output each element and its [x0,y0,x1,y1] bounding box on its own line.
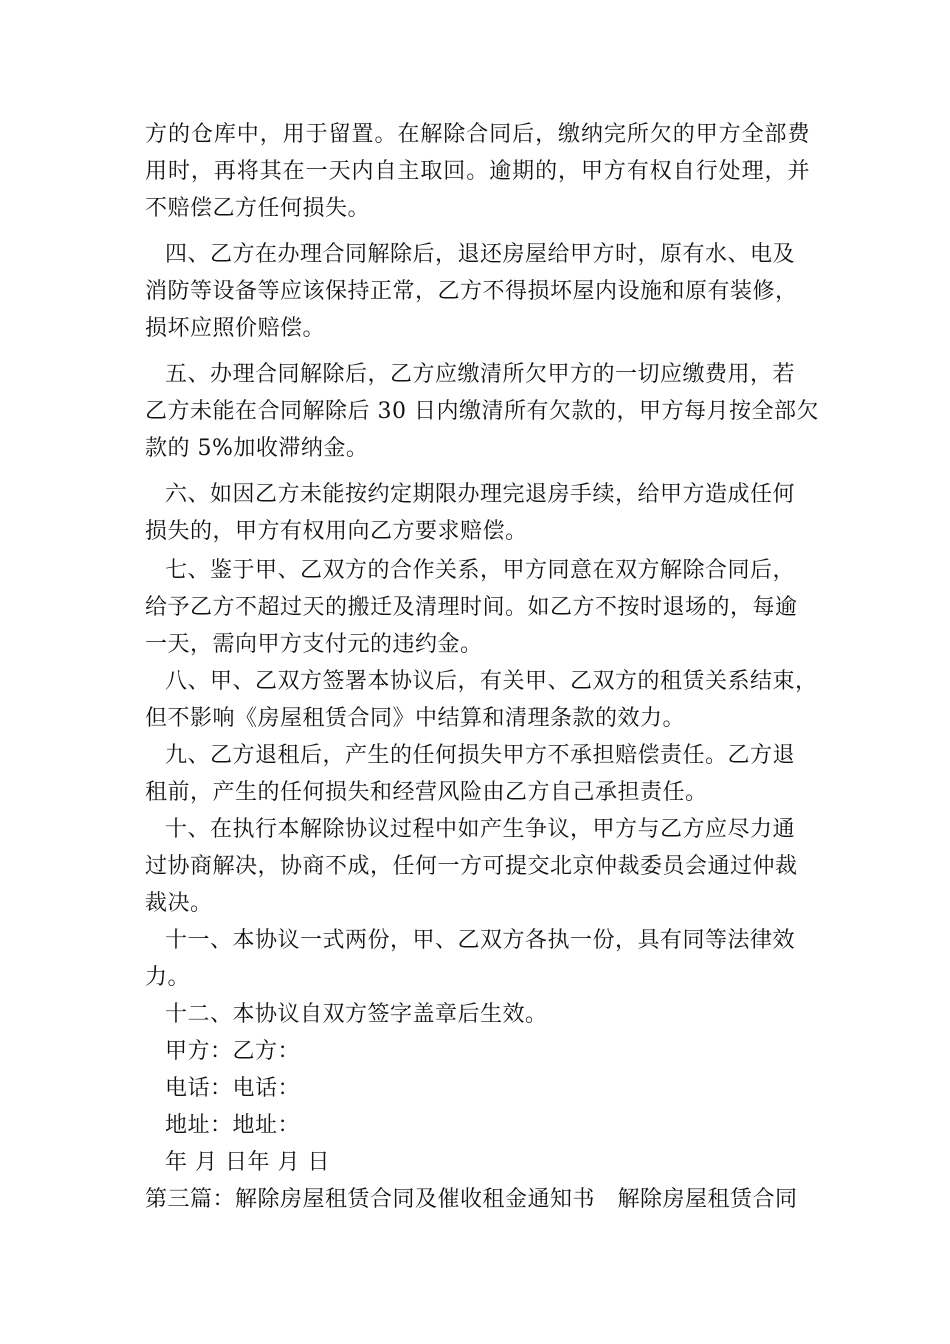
clause-11-line: 十一、本协议一式两份，甲、乙双方各执一份，具有同等法律效 [165,928,796,953]
section-heading: 第三篇：解除房屋租赁合同及催收租金通知书 解除房屋租赁合同 [145,1187,798,1212]
clause-9-line: 九、乙方退租后，产生的任何损失甲方不承担赔偿责任。乙方退 [165,743,796,768]
text-line: 但不影响《房屋租赁合同》中结算和清理条款的效力。 [145,706,686,731]
text-line: 给予乙方不超过天的搬迁及清理时间。如乙方不按时退场的，每逾 [145,595,798,620]
text-line: 消防等设备等应该保持正常，乙方不得损坏屋内设施和原有装修， [145,279,798,304]
clause-4-line: 四、乙方在办理合同解除后，退还房屋给甲方时，原有水、电及 [165,242,796,267]
clause-12-line: 十二、本协议自双方签字盖章后生效。 [165,1002,548,1027]
text-line: 裁决。 [145,891,213,916]
date-line: 年 月 日年 月 日 [165,1150,330,1175]
party-signature-line: 甲方：乙方： [165,1039,301,1064]
text-line: 损坏应照价赔偿。 [145,316,326,341]
clause-5-line: 五、办理合同解除后，乙方应缴清所欠甲方的一切应缴费用，若 [165,362,796,387]
text-line: 租前，产生的任何损失和经营风险由乙方自己承担责任。 [145,780,708,805]
text-line: 用时，再将其在一天内自主取回。逾期的，甲方有权自行处理，并 [145,159,810,184]
text-line: 力。 [145,965,191,990]
clause-10-line: 十、在执行本解除协议过程中如产生争议，甲方与乙方应尽力通 [165,817,796,842]
text-line: 一天，需向甲方支付元的违约金。 [145,632,483,657]
text-line: 方的仓库中，用于留置。在解除合同后，缴纳完所欠的甲方全部费 [145,122,810,147]
text-line: 不赔偿乙方任何损失。 [145,196,371,221]
address-line: 地址：地址： [165,1113,301,1138]
clause-7-line: 七、鉴于甲、乙双方的合作关系，甲方同意在双方解除合同后， [165,558,796,583]
text-line: 过协商解决，协商不成，任何一方可提交北京仲裁委员会通过仲裁 [145,854,798,879]
clause-6-line: 六、如因乙方未能按约定期限办理完退房手续，给甲方造成任何 [165,482,796,507]
clause-8-line: 八、甲、乙双方签署本协议后，有关甲、乙双方的租赁关系结束， [165,669,818,694]
text-line: 款的 5%加收滞纳金。 [145,436,369,461]
phone-line: 电话：电话： [165,1076,301,1101]
text-line: 损失的，甲方有权用向乙方要求赔偿。 [145,519,528,544]
document-body [145,116,819,1218]
text-line: 乙方未能在合同解除后 30 日内缴清所有欠款的，甲方每月按全部欠 [145,399,819,424]
